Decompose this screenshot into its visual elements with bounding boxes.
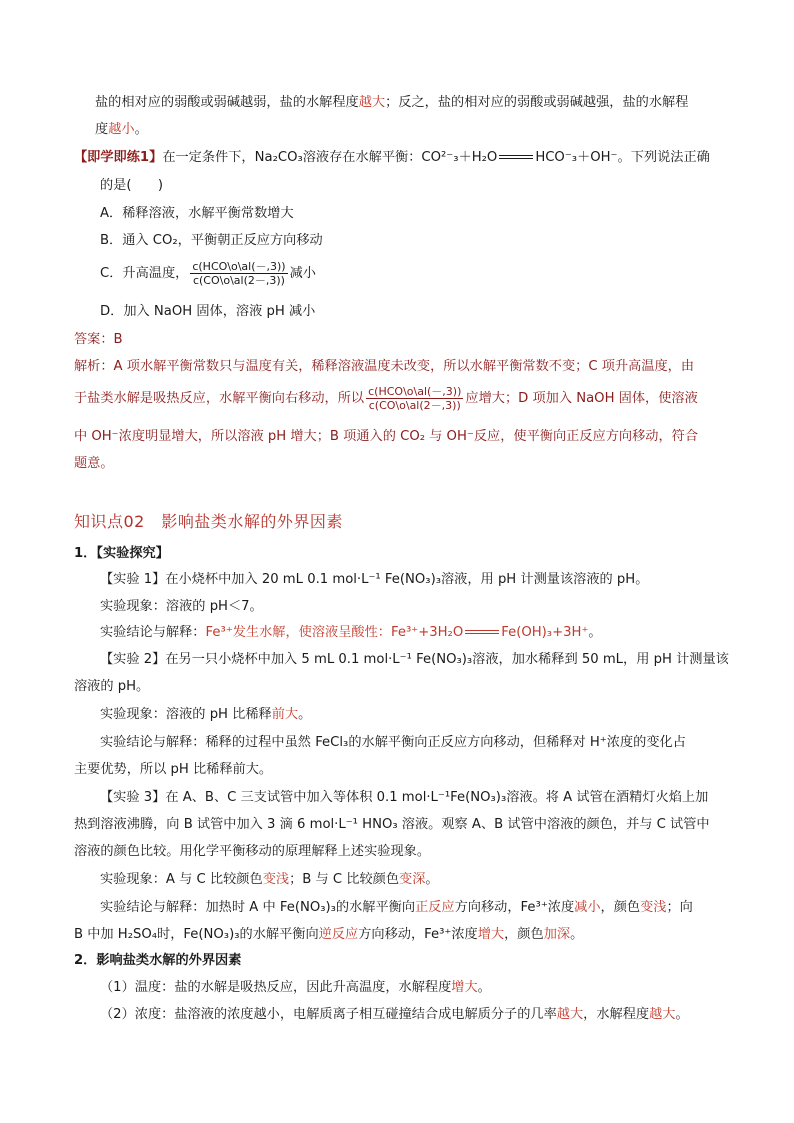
highlight-text: 增大 xyxy=(477,927,505,942)
highlight-text: Fe³⁺发生水解，使溶液呈酸性：Fe³⁺+3H₂O xyxy=(205,625,464,640)
highlight-text: 变深 xyxy=(399,872,426,887)
highlight-text: 减小 xyxy=(574,900,601,915)
exercise-tag: 【即学即练1】 xyxy=(74,150,163,165)
text: HCO⁻₃＋OH⁻。下列说法正确 xyxy=(535,150,710,165)
fraction-denominator: c(CO\o\al(2－,3)) xyxy=(368,398,461,412)
exp3-line-3: 溶液的颜色比较。用化学平衡移动的原理解释上述实验现象。 xyxy=(74,844,431,859)
highlight-text: 前大 xyxy=(271,707,299,722)
text: 方向移动，Fe³⁺浓度 xyxy=(454,900,575,915)
exp3-conclusion-1 xyxy=(100,899,693,917)
highlight-text: 增大 xyxy=(451,980,478,995)
text: ，颜色 xyxy=(504,927,544,942)
exercise-stem-line-1 xyxy=(74,149,710,167)
text: 实验结论与解释：加热时 A 中 Fe(NO₃)₃的水解平衡向 xyxy=(100,900,416,915)
exp2-conclusion-2: 主要优势，所以 pH 比稀释前大。 xyxy=(74,762,273,777)
exp2-phenomenon xyxy=(100,706,311,724)
text: ；向 xyxy=(666,900,693,915)
text: 应增大；D 项加入 NaOH 固体，使溶液 xyxy=(465,391,698,406)
highlight-text: 变浅 xyxy=(262,872,290,887)
highlight-text: Fe(OH)₃+3H⁺ xyxy=(501,625,589,640)
intro-line-1 xyxy=(95,94,688,112)
part2-concentration xyxy=(100,1006,689,1024)
section-title: 知识点02 影响盐类水解的外界因素 xyxy=(74,512,343,531)
text: 实验现象：溶液的 pH 比稀释 xyxy=(100,707,272,722)
highlight-text: 越大 xyxy=(649,1007,676,1022)
option-a: A．稀释溶液，水解平衡常数增大 xyxy=(100,206,294,221)
exp1-line: 【实验 1】在小烧杯中加入 20 mL 0.1 mol·L⁻¹ Fe(NO₃)₃溶液，用 pH 计测量该溶液的 pH。 xyxy=(100,572,649,587)
highlight-text: 加深 xyxy=(543,927,571,942)
equilibrium-arrow-icon xyxy=(465,627,499,637)
text: ，颜色 xyxy=(600,900,641,915)
answer-label: 答案：B xyxy=(74,332,123,347)
option-d: D．加入 NaOH 固体，溶液 pH 减小 xyxy=(100,304,316,319)
text: ；反之，盐的相对应的弱酸或弱碱越强，盐的水解程 xyxy=(385,95,689,110)
part2-temperature xyxy=(100,979,491,997)
exp1-phenomenon: 实验现象：溶液的 pH＜7。 xyxy=(100,599,263,614)
exp3-phenomenon xyxy=(100,871,439,889)
explanation-line-1: 解析：A 项水解平衡常数只与温度有关，稀释溶液温度未改变，所以水解平衡常数不变；C 项升高温度，由 xyxy=(74,359,695,374)
text: 。 xyxy=(298,707,312,722)
equilibrium-arrow-icon xyxy=(499,152,533,162)
fraction-numerator: c(HCO\o\al(－,3)) xyxy=(192,259,286,273)
fraction-denominator: c(CO\o\al(2－,3)) xyxy=(192,273,285,287)
option-b: B．通入 CO₂，平衡朝正反应方向移动 xyxy=(100,233,323,248)
text: 。 xyxy=(425,872,439,887)
highlight-text: 正反应 xyxy=(415,900,455,915)
text: 在一定条件下，Na₂CO₃溶液存在水解平衡：CO²⁻₃＋H₂O xyxy=(162,150,498,165)
explanation-line-2 xyxy=(74,384,698,414)
highlight-text: 越大 xyxy=(358,95,386,110)
exp2-conclusion-1: 实验结论与解释：稀释的过程中虽然 FeCl₃的水解平衡向正反应方向移动，但稀释对 H⁺浓度的变化占 xyxy=(100,735,686,750)
text: 。 xyxy=(588,625,602,640)
exp1-conclusion xyxy=(100,624,602,642)
option-c xyxy=(100,259,316,289)
exercise-stem-line-2: 的是( ) xyxy=(100,178,164,193)
intro-line-2 xyxy=(95,121,148,139)
fraction xyxy=(190,260,287,287)
exp2-line-1: 【实验 2】在另一只小烧杯中加入 5 mL 0.1 mol·L⁻¹ Fe(NO₃)₃溶液，加水稀释到 50 mL，用 pH 计测量该 xyxy=(100,652,729,667)
text: C．升高温度， xyxy=(100,266,189,281)
exp2-line-2: 溶液的 pH。 xyxy=(74,679,150,694)
fraction xyxy=(366,385,463,412)
exp3-line-2: 热到溶液沸腾，向 B 试管中加入 3 滴 6 mol·L⁻¹ HNO₃ 溶液。观察 A、B 试管中溶液的颜色，并与 C 试管中 xyxy=(74,817,710,832)
text: B 中加 H₂SO₄时，Fe(NO₃)₃的水解平衡向 xyxy=(74,927,319,942)
text: ，水解程度 xyxy=(583,1007,650,1022)
part2-title: 2．影响盐类水解的外界因素 xyxy=(74,953,242,968)
part1-title: 1．【实验探究】 xyxy=(74,546,169,561)
text: 实验结论与解释： xyxy=(100,625,206,640)
highlight-text: 变浅 xyxy=(640,900,667,915)
explanation-line-3: 中 OH⁻浓度明显增大，所以溶液 pH 增大；B 项通入的 CO₂ 与 OH⁻反应，使平衡向正反应方向移动，符合 xyxy=(74,429,699,444)
exp3-line-1: 【实验 3】在 A、B、C 三支试管中加入等体积 0.1 mol·L⁻¹Fe(NO₃)₃溶液。将 A 试管在酒精灯火焰上加 xyxy=(100,790,709,805)
text: 。 xyxy=(477,980,491,995)
text: ；B 与 C 比较颜色 xyxy=(289,872,400,887)
text: 减小 xyxy=(289,266,316,281)
text: 盐的相对应的弱酸或弱碱越弱，盐的水解程度 xyxy=(95,95,359,110)
highlight-text: 逆反应 xyxy=(318,927,359,942)
explanation-line-4: 题意。 xyxy=(74,456,114,471)
highlight-text: 越小 xyxy=(108,122,135,137)
text: （1）温度：盐的水解是吸热反应，因此升高温度，水解程度 xyxy=(100,980,452,995)
text: 。 xyxy=(134,122,148,137)
text: 方向移动，Fe³⁺浓度 xyxy=(358,927,478,942)
fraction-numerator: c(HCO\o\al(－,3)) xyxy=(368,384,462,398)
exp3-conclusion-2 xyxy=(74,926,583,944)
text: 实验现象：A 与 C 比较颜色 xyxy=(100,872,263,887)
text: （2）浓度：盐溶液的浓度越小，电解质离子相互碰撞结合成电解质分子的几率 xyxy=(100,1007,557,1022)
text: 度 xyxy=(95,122,109,137)
highlight-text: 越大 xyxy=(556,1007,584,1022)
text: 于盐类水解是吸热反应，水解平衡向右移动，所以 xyxy=(74,391,365,406)
text: 。 xyxy=(675,1007,689,1022)
text: 。 xyxy=(570,927,584,942)
